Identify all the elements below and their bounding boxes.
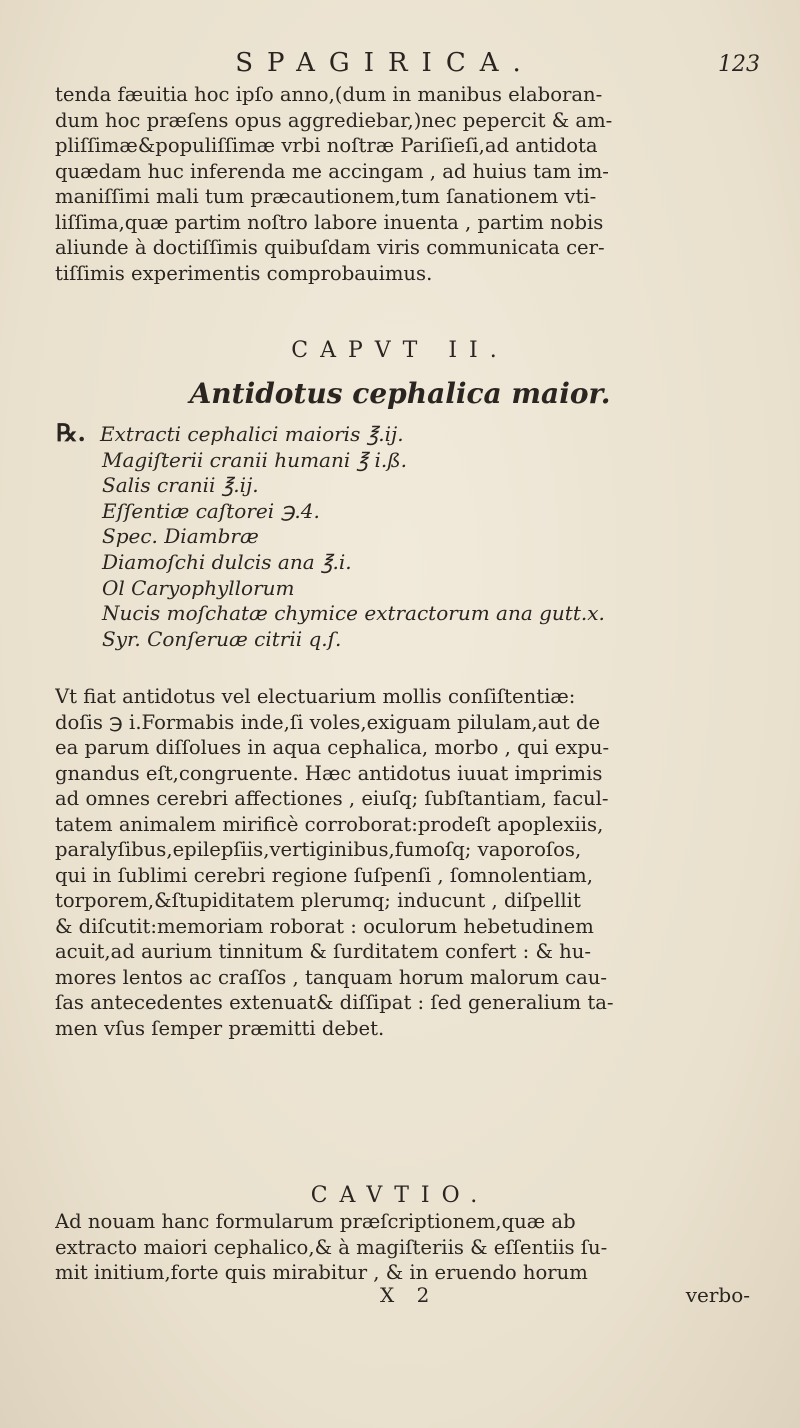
text-line: & diſcutit:memoriam roborat : oculorum hebetudinem (55, 914, 594, 938)
chapter-heading: CAPVT II. (291, 338, 509, 363)
text-line: acuit,ad aurium tinnitum & ſurditatem confert : & hu- (55, 940, 592, 963)
text-line: tenda fæuitia hoc ipſo anno,(dum in manibus elaboran- (55, 83, 603, 106)
caution-paragraph (55, 1209, 765, 1286)
text-line: doſis ℈ i.Formabis inde,ſi voles,exiguam pilulam,aut de (55, 710, 601, 734)
text-line: mit initium,forte quis mirabitur , & in eruendo horum (55, 1261, 588, 1284)
ingredient-line: Spec. Diambræ (102, 524, 259, 549)
page-number: 123 (718, 52, 760, 77)
running-title: SPAGIRICA. (235, 48, 535, 78)
ingredient-line: Magiſterii cranii humani ℥ i.ß. (102, 447, 407, 472)
text-line: ſas antecedentes extenuat& diſſipat : ſed generalium ta- (55, 991, 614, 1014)
text-line: tiſſimis experimentis comprobauimus. (55, 261, 433, 285)
signature-mark: X 2 (380, 1283, 438, 1307)
ingredient-line: Nucis moſchatæ chymice extractorum ana gutt.x. (102, 601, 605, 626)
ingredient-line: Ol Caryophyllorum (102, 575, 295, 600)
ingredient-text: Extracti cephalici maioris ℥.ij. (100, 422, 404, 446)
recipe-symbol-icon: ℞. (56, 418, 86, 447)
text-line: mores lentos ac craſſos , tanquam horum malorum cau- (55, 965, 608, 989)
intro-paragraph (55, 82, 765, 286)
text-line: men vſus ſemper præmitti debet. (55, 1016, 385, 1040)
text-line: Vt fiat antidotus vel electuarium mollis conſiſtentiæ: (55, 685, 576, 708)
text-line: paralyſibus,epilepſiis,vertiginibus,fumoſq; vaporoſos, (55, 838, 582, 861)
ingredient-line: Syr. Conſeruæ citrii q.ſ. (102, 626, 342, 651)
caution-heading: CAVTIO. (310, 1183, 490, 1208)
text-line: dum hoc præſens opus aggrediebar,)nec pepercit & am- (55, 108, 613, 132)
text-line: pliſſimæ&populiſſimæ vrbi noſtræ Pariſieſi,ad antidota (55, 134, 598, 157)
text-line: qui in ſublimi cerebri regione ſuſpenſi , ſomnolentiam, (55, 863, 593, 887)
text-line: ea parum diſſolues in aqua cephalica, morbo , qui expu- (55, 736, 610, 759)
text-line: quædam huc inferenda me accingam , ad huius tam im- (55, 159, 609, 183)
text-line: ad omnes cerebri affectiones , eiuſq; ſubſtantiam, facul- (55, 787, 609, 810)
recipe-title: Antidotus cephalica maior. (189, 377, 611, 410)
text-line: torporem,&ſtupiditatem plerumq; inducunt , diſpellit (55, 889, 581, 912)
text-line: gnandus eſt,congruente. Hæc antidotus iuuat imprimis (55, 761, 603, 785)
page-footer (0, 1283, 800, 1309)
ingredient-line: Diamoſchi dulcis ana ℥.i. (102, 549, 352, 574)
ingredient-line: Salis cranii ℥.ij. (102, 473, 259, 498)
ingredient-line (56, 420, 766, 448)
ingredient-line: Eſſentiæ caſtorei ℈.4. (102, 498, 320, 523)
body-paragraph (55, 684, 765, 1041)
catchword: verbo- (685, 1283, 750, 1307)
text-line: liſſima,quæ partim noſtro labore inuenta , partim nobis (55, 210, 604, 234)
recipe-ingredients (56, 420, 766, 652)
text-line: tatem animalem mirificè corroborat:prodeſt apoplexiis, (55, 812, 604, 836)
text-line: aliunde à doctiſſimis quibuſdam viris communicata cer- (55, 236, 605, 259)
text-line: extracto maiori cephalico,& à magiſteriis & eſſentiis ſu- (55, 1235, 608, 1259)
text-line: Ad nouam hanc formularum præſcriptionem,quæ ab (55, 1210, 576, 1233)
text-line: maniſſimi mali tum præcautionem,tum ſanationem vti- (55, 185, 597, 208)
